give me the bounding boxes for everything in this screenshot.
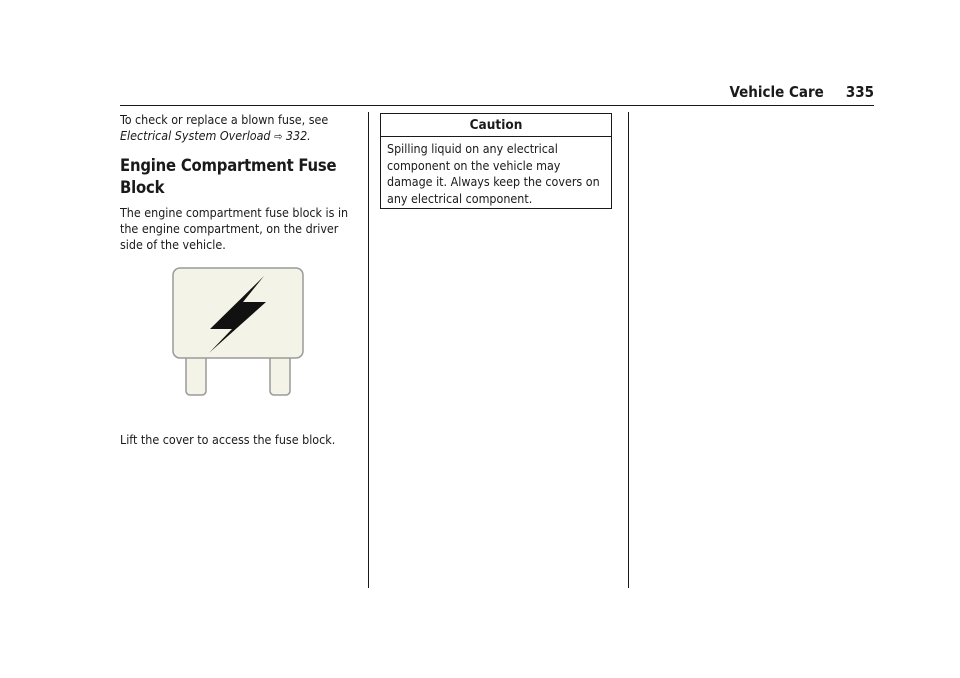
fuse-right-prong	[270, 353, 290, 395]
intro-text: To check or replace a blown fuse, see	[120, 112, 329, 127]
caution-body: Spilling liquid on any electrical component on the vehicle may damage it. Always keep the covers on any electrical component.	[387, 141, 600, 206]
fuse-block-icon	[172, 267, 304, 397]
reference-arrow-icon: ⇨	[274, 130, 283, 143]
page-header	[120, 80, 874, 106]
reference-title: Electrical System Overload	[120, 128, 271, 143]
left-column	[120, 112, 360, 253]
section-title: Vehicle Care	[729, 83, 824, 101]
reference-page: 332.	[285, 128, 311, 143]
section-body: The engine compartment fuse block is in the engine compartment, on the driver side of the vehicle.	[120, 205, 349, 252]
cross-reference-link[interactable]	[120, 128, 311, 143]
column-divider	[628, 112, 629, 588]
caution-box	[380, 113, 612, 209]
header-text	[730, 83, 874, 101]
section-heading: Engine Compartment Fuse Block	[120, 156, 337, 197]
intro-paragraph	[120, 112, 360, 145]
header-rule	[120, 105, 874, 106]
fuse-left-prong	[186, 353, 206, 395]
column-divider	[368, 112, 369, 588]
caution-title: Caution	[381, 114, 611, 137]
figure-caption: Lift the cover to access the fuse block.	[120, 432, 336, 447]
page-number: 335	[845, 83, 874, 101]
